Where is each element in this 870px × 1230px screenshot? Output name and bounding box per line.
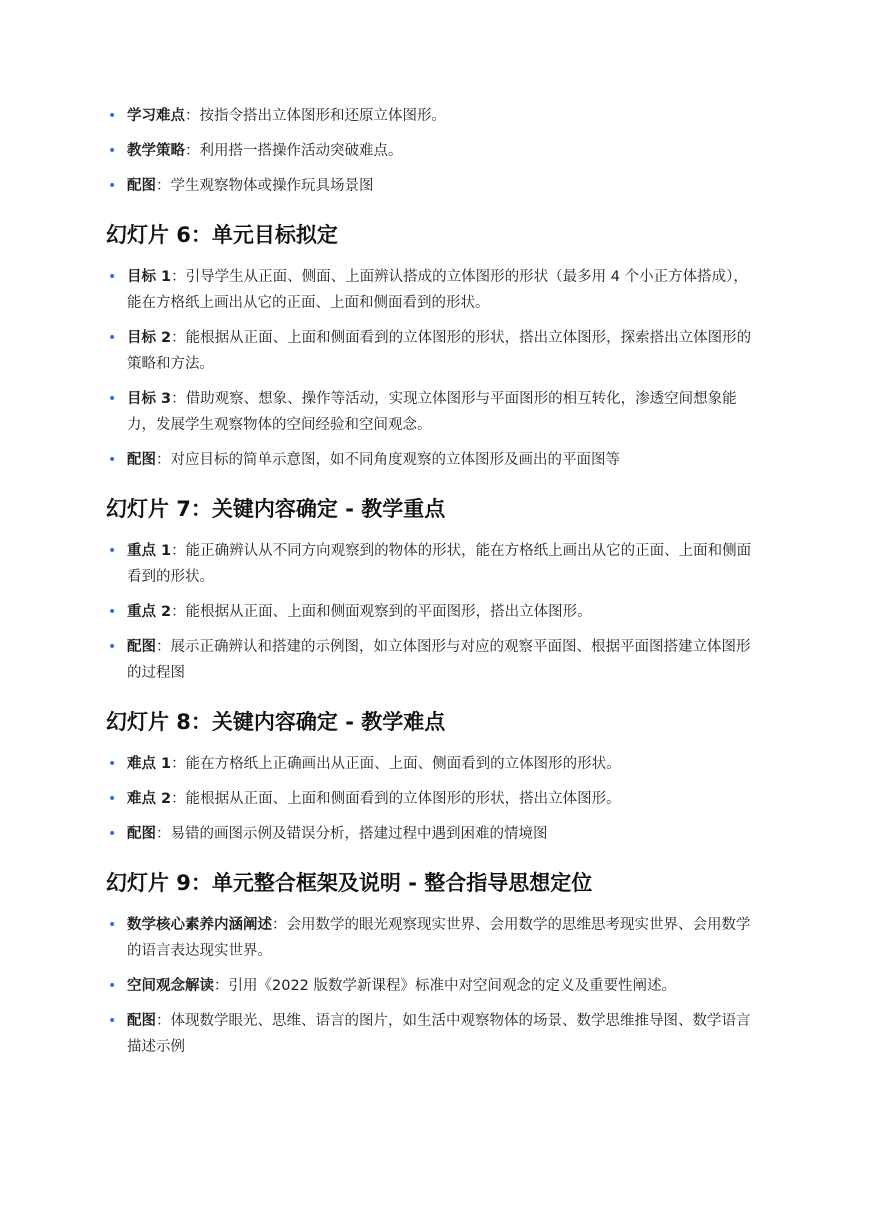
item-separator: ： (214, 978, 229, 994)
item-text: 能正确辨认从不同方向观察到的物体的形状，能在方格纸上画出从它的正面、上面和侧面看到的形状。 (127, 543, 752, 585)
list-item (106, 1008, 760, 1060)
item-text: 能根据从正面、上面和侧面看到的立体图形的形状，搭出立体图形。 (185, 791, 621, 807)
bullet-icon: • (108, 1013, 117, 1029)
item-separator: ： (171, 391, 186, 407)
item-term: 配图 (127, 1013, 156, 1029)
list-item (106, 325, 760, 377)
item-text: 易错的画图示例及错误分析，搭建过程中遇到困难的情境图 (170, 826, 548, 842)
item-term: 重点 1 (127, 543, 172, 559)
bullet-icon: • (108, 604, 117, 620)
item-term: 数学核心素养内涵阐述 (127, 917, 272, 933)
list-item (106, 634, 760, 686)
section-3-list (106, 751, 760, 847)
item-separator: ： (185, 108, 200, 124)
list-item (106, 173, 760, 199)
item-separator: ： (171, 330, 186, 346)
item-term: 难点 1 (127, 756, 172, 772)
section-4-list (106, 912, 760, 1060)
item-text: 能根据从正面、上面和侧面观察到的平面图形，搭出立体图形。 (185, 604, 592, 620)
bullet-icon: • (108, 178, 117, 194)
item-text: 能在方格纸上正确画出从正面、上面、侧面看到的立体图形的形状。 (185, 756, 621, 772)
list-item (106, 103, 760, 129)
item-separator: ： (156, 639, 171, 655)
list-item (106, 821, 760, 847)
bullet-icon: • (108, 978, 117, 994)
item-term: 目标 1 (127, 269, 172, 285)
list-item (106, 138, 760, 164)
item-separator: ： (171, 756, 186, 772)
item-separator: ： (156, 826, 171, 842)
list-item (106, 386, 760, 438)
item-term: 目标 3 (127, 391, 172, 407)
item-term: 教学策略 (127, 143, 185, 159)
item-separator: ： (171, 791, 186, 807)
bullet-icon: • (108, 826, 117, 842)
item-separator: ： (156, 1013, 171, 1029)
item-text: 体现数学眼光、思维、语言的图片，如生活中观察物体的场景、数学思维推导图、数学语言描述示例 (127, 1013, 751, 1055)
section-heading: 幻灯片 9：单元整合框架及说明 - 整合指导思想定位 (106, 871, 593, 895)
section-heading: 幻灯片 7：关键内容确定 - 教学重点 (106, 497, 446, 521)
bullet-icon: • (108, 452, 117, 468)
item-text: 利用搭一搭操作活动突破难点。 (199, 143, 403, 159)
bullet-icon: • (108, 391, 117, 407)
item-text: 学生观察物体或操作玩具场景图 (170, 178, 374, 194)
bullet-icon: • (108, 108, 117, 124)
item-term: 难点 2 (127, 791, 172, 807)
list-item (106, 912, 760, 964)
item-separator: ： (171, 543, 186, 559)
item-separator: ： (156, 178, 171, 194)
item-text: 对应目标的简单示意图，如不同角度观察的立体图形及画出的平面图等 (170, 452, 620, 468)
list-item (106, 447, 760, 473)
bullet-icon: • (108, 330, 117, 346)
item-term: 重点 2 (127, 604, 172, 620)
item-term: 学习难点 (127, 108, 185, 124)
bullet-icon: • (108, 791, 117, 807)
item-separator: ： (185, 143, 200, 159)
list-item (106, 538, 760, 590)
item-term: 配图 (127, 178, 156, 194)
item-term: 配图 (127, 826, 156, 842)
item-separator: ： (156, 452, 171, 468)
bullet-icon: • (108, 917, 117, 933)
section-heading: 幻灯片 8：关键内容确定 - 教学难点 (106, 710, 446, 734)
list-item (106, 786, 760, 812)
item-text: 展示正确辨认和搭建的示例图，如立体图形与对应的观察平面图、根据平面图搭建立体图形的过程图 (127, 639, 751, 681)
list-item (106, 264, 760, 316)
section-heading: 幻灯片 6：单元目标拟定 (106, 223, 338, 247)
item-text: 引导学生从正面、侧面、上面辨认搭成的立体图形的形状（最多用 4 个小正方体搭成），能在方格纸上画出从它的正面、上面和侧面看到的形状。 (127, 269, 748, 311)
section-0-list (106, 103, 760, 199)
bullet-icon: • (108, 543, 117, 559)
bullet-icon: • (108, 269, 117, 285)
item-term: 配图 (127, 452, 156, 468)
item-text: 能根据从正面、上面和侧面看到的立体图形的形状，搭出立体图形，探索搭出立体图形的策略和方法。 (127, 330, 752, 372)
list-item (106, 599, 760, 625)
section-2-list (106, 538, 760, 686)
bullet-icon: • (108, 756, 117, 772)
item-separator: ： (171, 604, 186, 620)
item-text: 引用《2022 版数学新课程》标准中对空间观念的定义及重要性阐述。 (228, 978, 677, 994)
item-term: 目标 2 (127, 330, 172, 346)
item-separator: ： (171, 269, 186, 285)
bullet-icon: • (108, 639, 117, 655)
item-term: 配图 (127, 639, 156, 655)
item-term: 空间观念解读 (127, 978, 214, 994)
bullet-icon: • (108, 143, 117, 159)
item-text: 会用数学的眼光观察现实世界、会用数学的思维思考现实世界、会用数学的语言表达现实世界。 (127, 917, 751, 959)
item-text: 借助观察、想象、操作等活动，实现立体图形与平面图形的相互转化，渗透空间想象能力，发展学生观察物体的空间经验和空间观念。 (127, 391, 737, 433)
item-text: 按指令搭出立体图形和还原立体图形。 (199, 108, 446, 124)
section-1-list (106, 264, 760, 473)
list-item (106, 751, 760, 777)
list-item (106, 973, 760, 999)
item-separator: ： (272, 917, 287, 933)
